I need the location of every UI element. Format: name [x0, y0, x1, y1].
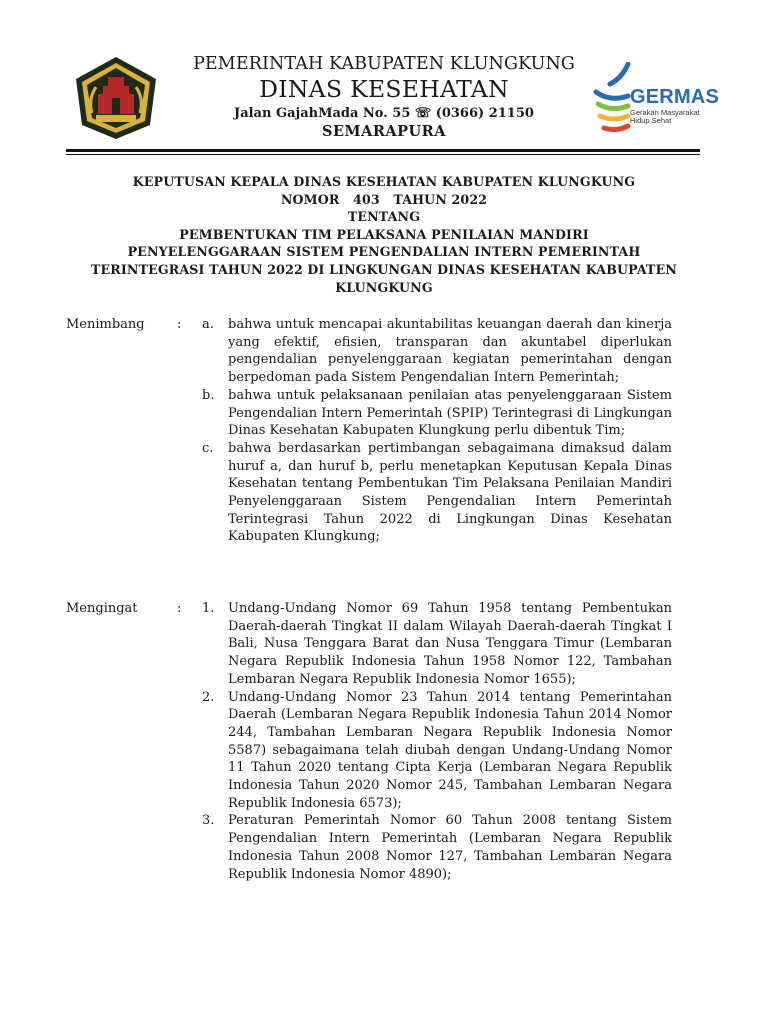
list-item-mark: b.: [202, 387, 215, 403]
list-item: [202, 812, 672, 883]
list-item: [202, 600, 672, 689]
menimbang-colon: :: [177, 317, 182, 332]
list-item-text: Peraturan Pemerintah Nomor 60 Tahun 2008 tentang Sistem Pengendalian Intern Pemerintah (Lembaran Negara Republik Indonesia Tahun 2008 Nomor 127, Tambahan Lembaran Negara Republik Indonesia Nomor 4890);: [228, 813, 672, 882]
list-item-mark: 3.: [202, 813, 215, 829]
decree-title: [66, 173, 702, 296]
title-tentang: TENTANG: [347, 209, 421, 225]
klungkung-emblem-icon: [72, 55, 160, 141]
list-item-mark: a.: [202, 317, 214, 332]
germas-tagline: Gerakan Masyarakat Hidup Sehat: [630, 108, 700, 125]
letterhead: [160, 53, 608, 141]
government-name: PEMERINTAH KABUPATEN KLUNGKUNG: [193, 54, 575, 74]
list-item-text: Undang-Undang Nomor 23 Tahun 2014 tentang Pemerintahan Daerah (Lembaran Negara Republik Indonesia Tahun 2014 Nomor 244, Tambahan Lembaran Negara Republik Indonesia Nomor 5587) sebagaimana telah diubah dengan Undang-Undang Nomor 11 Tahun 2020 tentang Cipta Kerja (Lembaran Negara Republik Indonesia Tahun 2020 Nomor 245, Tambahan Lembaran Negara Republik Indonesia 6573);: [228, 689, 672, 811]
list-item: [202, 689, 672, 813]
list-item-text: bahwa berdasarkan pertimbangan sebagaimana dimaksud dalam huruf a, dan huruf b, perlu menetapkan Keputusan Kepala Dinas Kesehatan tentang Pembentukan Tim Pelaksana Penilaian Mandiri Penyelenggaraan Sistem Pengendalian Intern Pemerintah Terintegrasi Tahun 2022 di Lingkungan Dinas Kesehatan Kabupaten Klungkung;: [228, 440, 672, 545]
list-item: [202, 316, 672, 387]
department-name: DINAS KESEHATAN: [259, 75, 509, 103]
list-item-mark: 2.: [202, 689, 215, 705]
list-item: [202, 387, 672, 440]
title-line-4: PEMBENTUKAN TIM PELAKSANA PENILAIAN MANDIRI: [179, 226, 589, 242]
germas-name: GERMAS: [630, 86, 719, 108]
list-item-text: Undang-Undang Nomor 69 Tahun 1958 tentang Pembentukan Daerah-daerah Tingkat II dalam Wilayah Daerah-daerah Tingkat I Bali, Nusa Tenggara Barat dan Nusa Tenggara Timur (Lembaran Negara Republik Indonesia Tahun 1958 Nomor 122, Tambahan Lembaran Negara Republik Indonesia Nomor 1655);: [228, 601, 672, 687]
title-line-6: TERINTEGRASI TAHUN 2022 DI LINGKUNGAN DINAS KESEHATAN KABUPATEN: [90, 261, 677, 277]
list-item-mark: c.: [202, 440, 214, 456]
title-line-1: KEPUTUSAN KEPALA DINAS KESEHATAN KABUPATEN KLUNGKUNG: [132, 174, 636, 189]
letterhead-rule: [66, 149, 700, 152]
list-item: [202, 440, 672, 546]
mengingat-section: [66, 600, 672, 883]
title-number: NOMOR 403 TAHUN 2022: [280, 191, 488, 207]
office-address: Jalan GajahMada No. 55 ☏ (0366) 21150: [234, 106, 534, 121]
mengingat-label: Mengingat: [66, 601, 138, 616]
menimbang-section: [66, 316, 672, 546]
list-item-text: bahwa untuk mencapai akuntabilitas keuangan daerah dan kinerja yang efektif, efisien, transparan dan akuntabel diperlukan pengendalian penyelenggaraan kegiatan pemerintahan dengan berpedoman pada Sistem Pengendalian Intern Pemerintah;: [228, 317, 672, 386]
mengingat-colon: :: [177, 601, 182, 616]
list-item-text: bahwa untuk pelaksanaan penilaian atas penyelenggaraan Sistem Pengendalian Intern Pemerintah (SPIP) Terintegrasi di Lingkungan Dinas Kesehatan Kabupaten Klungkung perlu dibentuk Tim;: [228, 387, 672, 439]
title-line-7: KLUNGKUNG: [335, 279, 433, 295]
list-item-mark: 1.: [202, 601, 215, 616]
letterhead-rule-thin: [66, 154, 700, 155]
menimbang-label: Menimbang: [66, 317, 145, 332]
title-line-5: PENYELENGGARAAN SISTEM PENGENDALIAN INTERN PEMERINTAH: [127, 244, 641, 260]
office-city: SEMARAPURA: [322, 123, 446, 140]
